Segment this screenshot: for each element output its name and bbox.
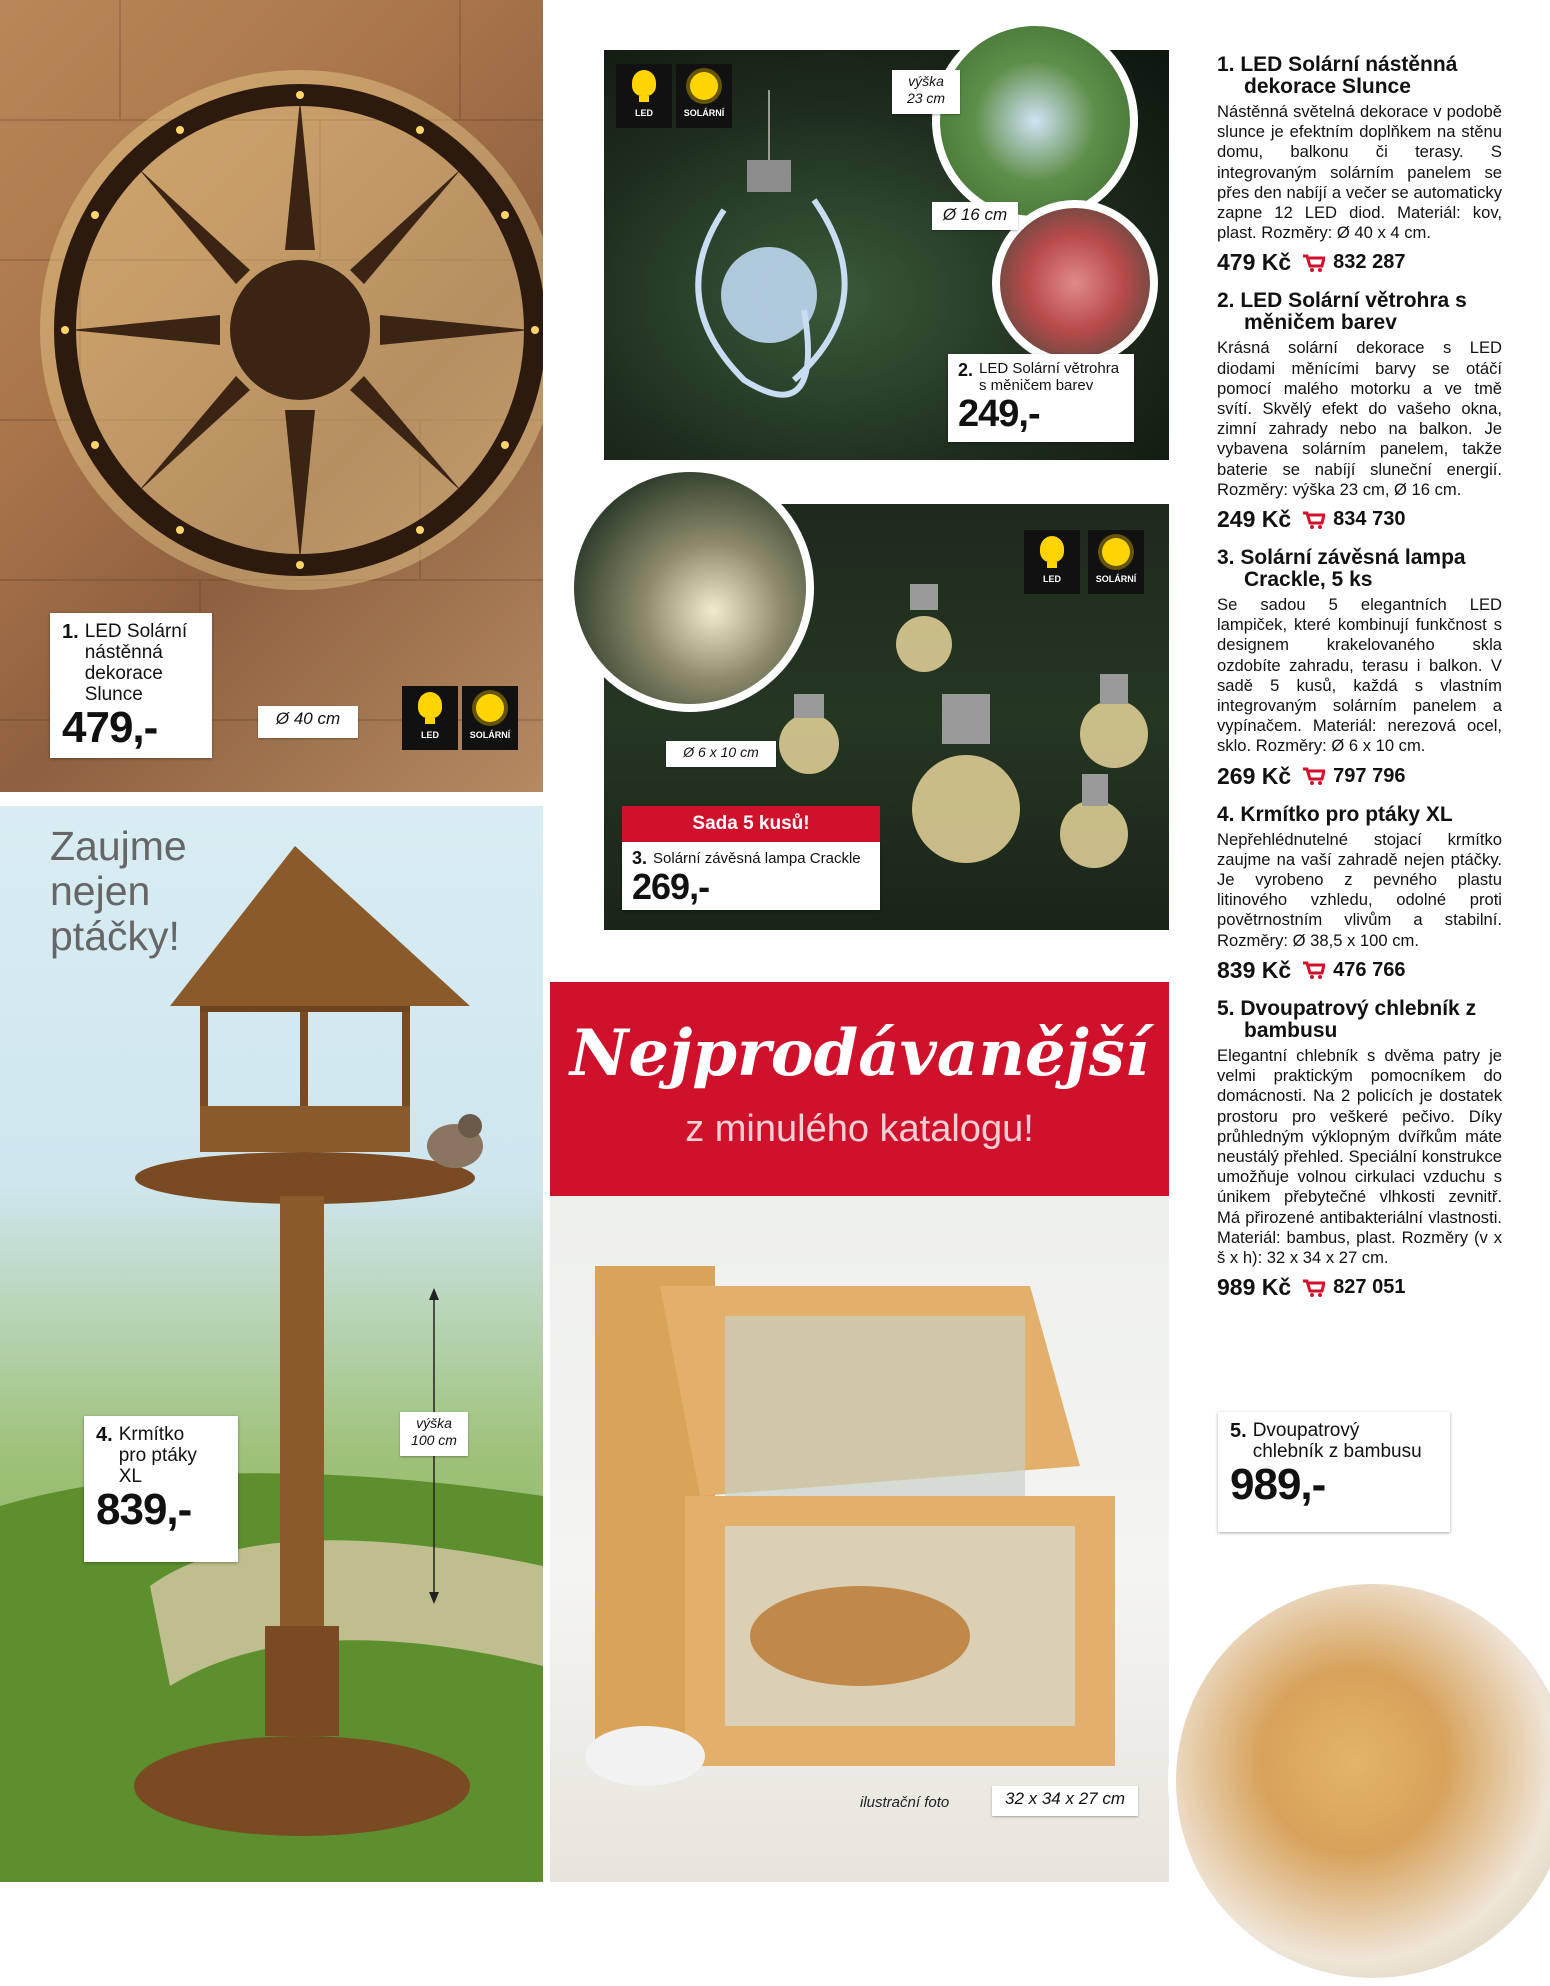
order-code: 476 766: [1333, 958, 1406, 981]
spinner-height-tag: výška 23 cm: [892, 70, 960, 114]
product-1-description: [1217, 54, 1502, 276]
product-price: 249 Kč: [1217, 506, 1292, 533]
product-5-label: [1218, 1412, 1450, 1532]
product-5-description: [1217, 998, 1502, 1301]
price-line: [1217, 249, 1502, 276]
bestseller-banner: [550, 982, 1169, 1196]
product-price: 839 Kč: [1217, 956, 1292, 983]
order-code: 797 796: [1333, 764, 1406, 787]
lamp-size-tag: Ø 6 x 10 cm: [666, 741, 776, 767]
banner-subtitle: z minulého katalogu!: [685, 1108, 1034, 1150]
feeder-height-tag: výška 100 cm: [400, 1412, 468, 1456]
lamp-set-banner: Sada 5 kusů!: [622, 806, 880, 842]
label-number: 3.: [632, 848, 648, 868]
cart-icon: [1303, 511, 1325, 529]
illustration-note: ilustrační foto: [860, 1794, 950, 1811]
cart-icon: [1303, 1279, 1325, 1297]
slogan: [50, 824, 187, 959]
label-number: 4.: [96, 1424, 113, 1446]
product-text: Se sadou 5 elegantních LED lampiček, které kombinují funkčnost s designem krakelovaného skla ozdobíte zahradu, terasu i balkon. V sadě 5 kusů, každá s vlastním integrovaným solárním panelem a vypínačem. Materiál: nerezová ocel, sklo. Rozměry: Ø 6 x 10 cm.: [1217, 595, 1502, 756]
product-4-description: [1217, 804, 1502, 984]
product-1-label: [50, 613, 212, 758]
price-line: [1217, 763, 1502, 790]
led-badge: LED: [402, 686, 458, 750]
slogan-line-1: Zaujme: [50, 823, 187, 869]
solar-badge: SOLÁRNÍ: [462, 686, 518, 750]
solar-badge: SOLÁRNÍ: [1088, 530, 1144, 594]
banner-script-title: Nejprodávanější: [569, 1016, 1150, 1091]
label-number: 2.: [958, 360, 974, 380]
product-title: 1. LED Solární nástěnná dekorace Slunce: [1217, 53, 1458, 98]
order-code: 834 730: [1333, 508, 1406, 531]
led-badge: LED: [1024, 530, 1080, 594]
label-name: LED Solární nástěnná dekorace Slunce: [84, 621, 188, 705]
price-line: [1217, 1274, 1502, 1301]
product-price: 989 Kč: [1217, 1274, 1292, 1301]
bread-box-detail-circle: [1168, 1576, 1550, 1986]
label-price: 839,-: [96, 1485, 192, 1534]
product-text: Krásná solární dekorace s LED diodami měnícími barvy se otáčí pomocí malého motorku a ve tmě svítí. Skvělý efekt do vašeho okna, zimní zahrady nebo na balkon. Je vybavena solárním panelem, takže baterie se nabíjí sluneční energií. Rozměry: výška 23 cm, Ø 16 cm.: [1217, 338, 1502, 499]
label-price: 479,-: [62, 703, 158, 752]
label-name: Solární závěsná lampa Crackle: [653, 850, 861, 867]
product-2-label: [948, 354, 1134, 442]
product-text: Nepřehlédnutelné stojací krmítko zaujme na vaší zahradě nejen ptáčky. Je vyrobeno z pevného plastu litinového vzhledu, odolné proti povětrnostním vlivům a stabilní. Rozměry: Ø 38,5 x 100 cm.: [1217, 829, 1502, 950]
product-price: 269 Kč: [1217, 762, 1292, 789]
product-text: Nástěnná světelná dekorace v podobě slunce je efektním doplňkem na stěnu domu, balkonu či terasy. S integrovaným solárním panelem se přes den nabíjí a večer se automaticky zapne 12 LED diod. Materiál: kov, plast. Rozměry: Ø 40 x 4 cm.: [1217, 102, 1502, 243]
sun-diameter-tag: Ø 40 cm: [258, 706, 358, 738]
bird-feeder-photo: [0, 806, 543, 1882]
product-title: 2. LED Solární větrohra s měničem barev: [1217, 289, 1467, 335]
slogan-line-2: nejen: [50, 868, 151, 914]
label-price: 249,-: [958, 393, 1040, 435]
label-price: 989,-: [1230, 1460, 1326, 1509]
product-3-description: [1217, 547, 1502, 790]
product-title: 4. Krmítko pro ptáky XL: [1217, 802, 1453, 826]
lamp-detail-circle: [566, 464, 814, 712]
product-4-label: [84, 1416, 238, 1562]
label-price: 269,-: [632, 866, 710, 907]
bread-box-photo: [550, 1196, 1169, 1882]
slogan-line-3: ptáčky!: [50, 913, 180, 959]
label-number: 5.: [1230, 1420, 1247, 1442]
product-text: Elegantní chlebník s dvěma patry je velmi praktickým pomocníkem do domácnosti. Na 2 policích je dostatek prostoru pro veškeré pečivo. Díky průhledným výklopným dvířkům máte neustálý přehled. Speciální konstrukce umožňuje volnou cirkulaci vzduchu s únikem přebytečné vlhkosti zevnitř. Má přirozené antibakteriální vlastnosti. Materiál: bambus, plast. Rozměry (v x š x h): 32 x 34 x 27 cm.: [1217, 1045, 1502, 1267]
label-name: Krmítko pro ptáky XL: [118, 1424, 197, 1487]
order-code: 832 287: [1333, 251, 1406, 274]
cart-icon: [1303, 961, 1325, 979]
led-badge: LED: [616, 64, 672, 128]
cart-icon: [1303, 767, 1325, 785]
product-price: 479 Kč: [1217, 249, 1292, 276]
bread-size-tag: 32 x 34 x 27 cm: [992, 1786, 1138, 1816]
spinner-diameter-tag: Ø 16 cm: [932, 202, 1018, 230]
cart-icon: [1303, 254, 1325, 272]
spinner-detail-circle-1: [932, 18, 1138, 224]
price-line: [1217, 957, 1502, 984]
solar-badge: SOLÁRNÍ: [676, 64, 732, 128]
label-name: Dvoupatrový chlebník z bambusu: [1252, 1420, 1422, 1462]
product-3-label: [622, 842, 880, 910]
order-code: 827 051: [1333, 1276, 1406, 1299]
label-name: LED Solární větrohra s měničem barev: [979, 360, 1120, 394]
label-number: 1.: [62, 621, 79, 643]
product-2-description: [1217, 290, 1502, 533]
price-line: [1217, 506, 1502, 533]
product-title: 5. Dvoupatrový chlebník z bambusu: [1217, 996, 1477, 1042]
product-title: 3. Solární závěsná lampa Crackle, 5 ks: [1217, 546, 1466, 592]
product-descriptions: [1217, 54, 1502, 1315]
